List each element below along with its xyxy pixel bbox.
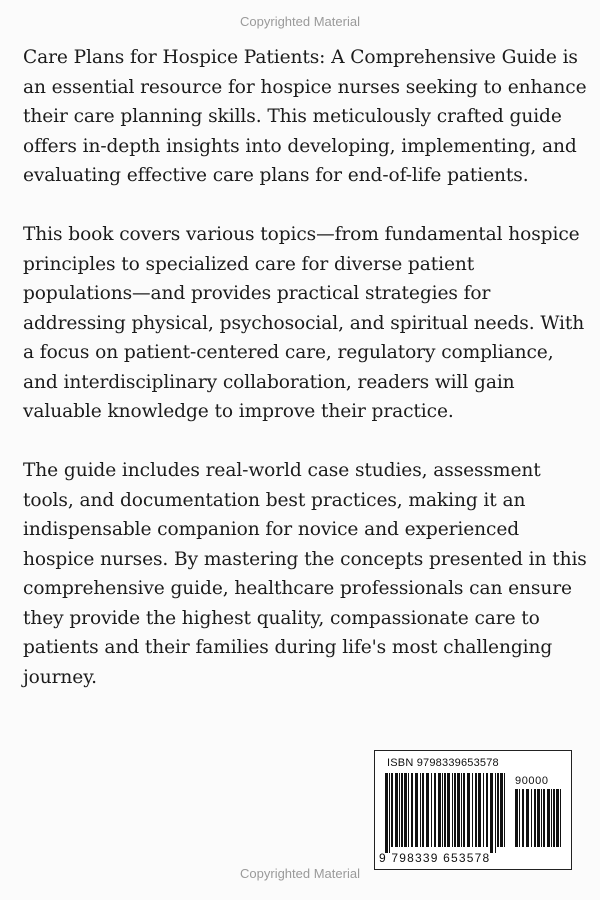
barcode-bar <box>408 773 409 847</box>
barcode-bar <box>556 789 559 847</box>
barcode-bar <box>500 773 503 847</box>
barcode-bar <box>385 773 388 853</box>
blurb-paragraph-3: The guide includes real-world case studies, assessment tools, and documentation best practices, making it an indispensable companion for novice and experienced hospice nurses. By mastering the concepts presented in this comprehensive guide, healthcare professionals can ensure they provide the highest quality, compassionate care to patients and their families during life's most challenging journey. <box>23 460 587 688</box>
barcode-bar <box>537 789 540 847</box>
price-barcode <box>513 789 563 853</box>
barcode-bar <box>551 789 552 847</box>
barcode-bar <box>399 773 400 847</box>
barcode-bar <box>515 789 518 847</box>
barcode-bar <box>420 773 421 847</box>
barcode-bar <box>461 773 462 847</box>
barcode-bar <box>391 773 393 847</box>
barcode-bar <box>483 773 484 847</box>
barcode-bar <box>452 773 453 847</box>
barcode-digits: 9 798339 653578 <box>379 851 491 865</box>
barcode-bar <box>504 773 505 847</box>
back-cover-blurb <box>23 43 588 722</box>
blurb-paragraph-1: Care Plans for Hospice Patients: A Comprehensive Guide is an essential resource for hospice nurses seeking to enhance their care planning skills. This meticulously crafted guide offers in-depth insights into developing, implementing, and evaluating effective care plans for end-of-life patients. <box>23 47 587 186</box>
isbn-label: ISBN 9798339653578 <box>387 757 499 769</box>
barcode-bar <box>426 773 429 847</box>
barcode-bar <box>415 773 418 847</box>
barcode-bar <box>526 789 529 847</box>
barcode-bar <box>478 773 481 847</box>
barcode-bar <box>447 773 450 847</box>
barcode-bar <box>463 773 465 847</box>
barcode-bar <box>495 773 496 853</box>
barcode-bar <box>519 789 520 847</box>
barcode-bar <box>438 773 441 847</box>
barcode-bar <box>389 773 390 853</box>
blurb-paragraph-2: This book covers various topics—from fundamental hospice principles to specialized care for diverse patient populations—and provides practical strategies for addressing physical, psychosocial, and spiritual needs. With a focus on patient-centered care, regulatory compliance, and interdisciplinary collaboration, readers will gain valuable knowledge to improve their practice. <box>23 224 585 422</box>
barcode-bar <box>401 773 403 847</box>
barcode-bar <box>497 773 499 847</box>
copyright-watermark-top: Copyrighted Material <box>240 14 360 29</box>
barcode-bar <box>395 773 398 847</box>
barcode-bar <box>541 789 542 847</box>
barcode-bar <box>404 773 407 847</box>
barcode-bar <box>467 773 470 847</box>
barcode-bar <box>411 773 413 847</box>
barcode-bar <box>442 773 443 847</box>
barcode-bar <box>490 773 493 853</box>
barcode-bar <box>472 773 473 847</box>
copyright-watermark-bottom: Copyrighted Material <box>240 866 360 881</box>
barcode-bar <box>475 773 477 847</box>
isbn-barcode-box <box>374 750 572 870</box>
barcode-bar <box>553 789 555 847</box>
barcode-bar <box>422 773 424 847</box>
isbn-barcode <box>383 773 509 853</box>
barcode-bar <box>543 789 545 847</box>
barcode-bar <box>457 773 460 847</box>
barcode-bar <box>454 773 456 847</box>
barcode-bar <box>444 773 446 847</box>
barcode-bar <box>522 789 524 847</box>
barcode-bar <box>434 773 436 847</box>
barcode-bar <box>534 789 536 847</box>
barcode-bar <box>560 789 561 847</box>
barcode-bar <box>531 789 532 847</box>
barcode-bar <box>431 773 432 847</box>
price-code: 90000 <box>515 775 549 787</box>
barcode-bar <box>486 773 488 847</box>
barcode-bar <box>547 789 550 847</box>
